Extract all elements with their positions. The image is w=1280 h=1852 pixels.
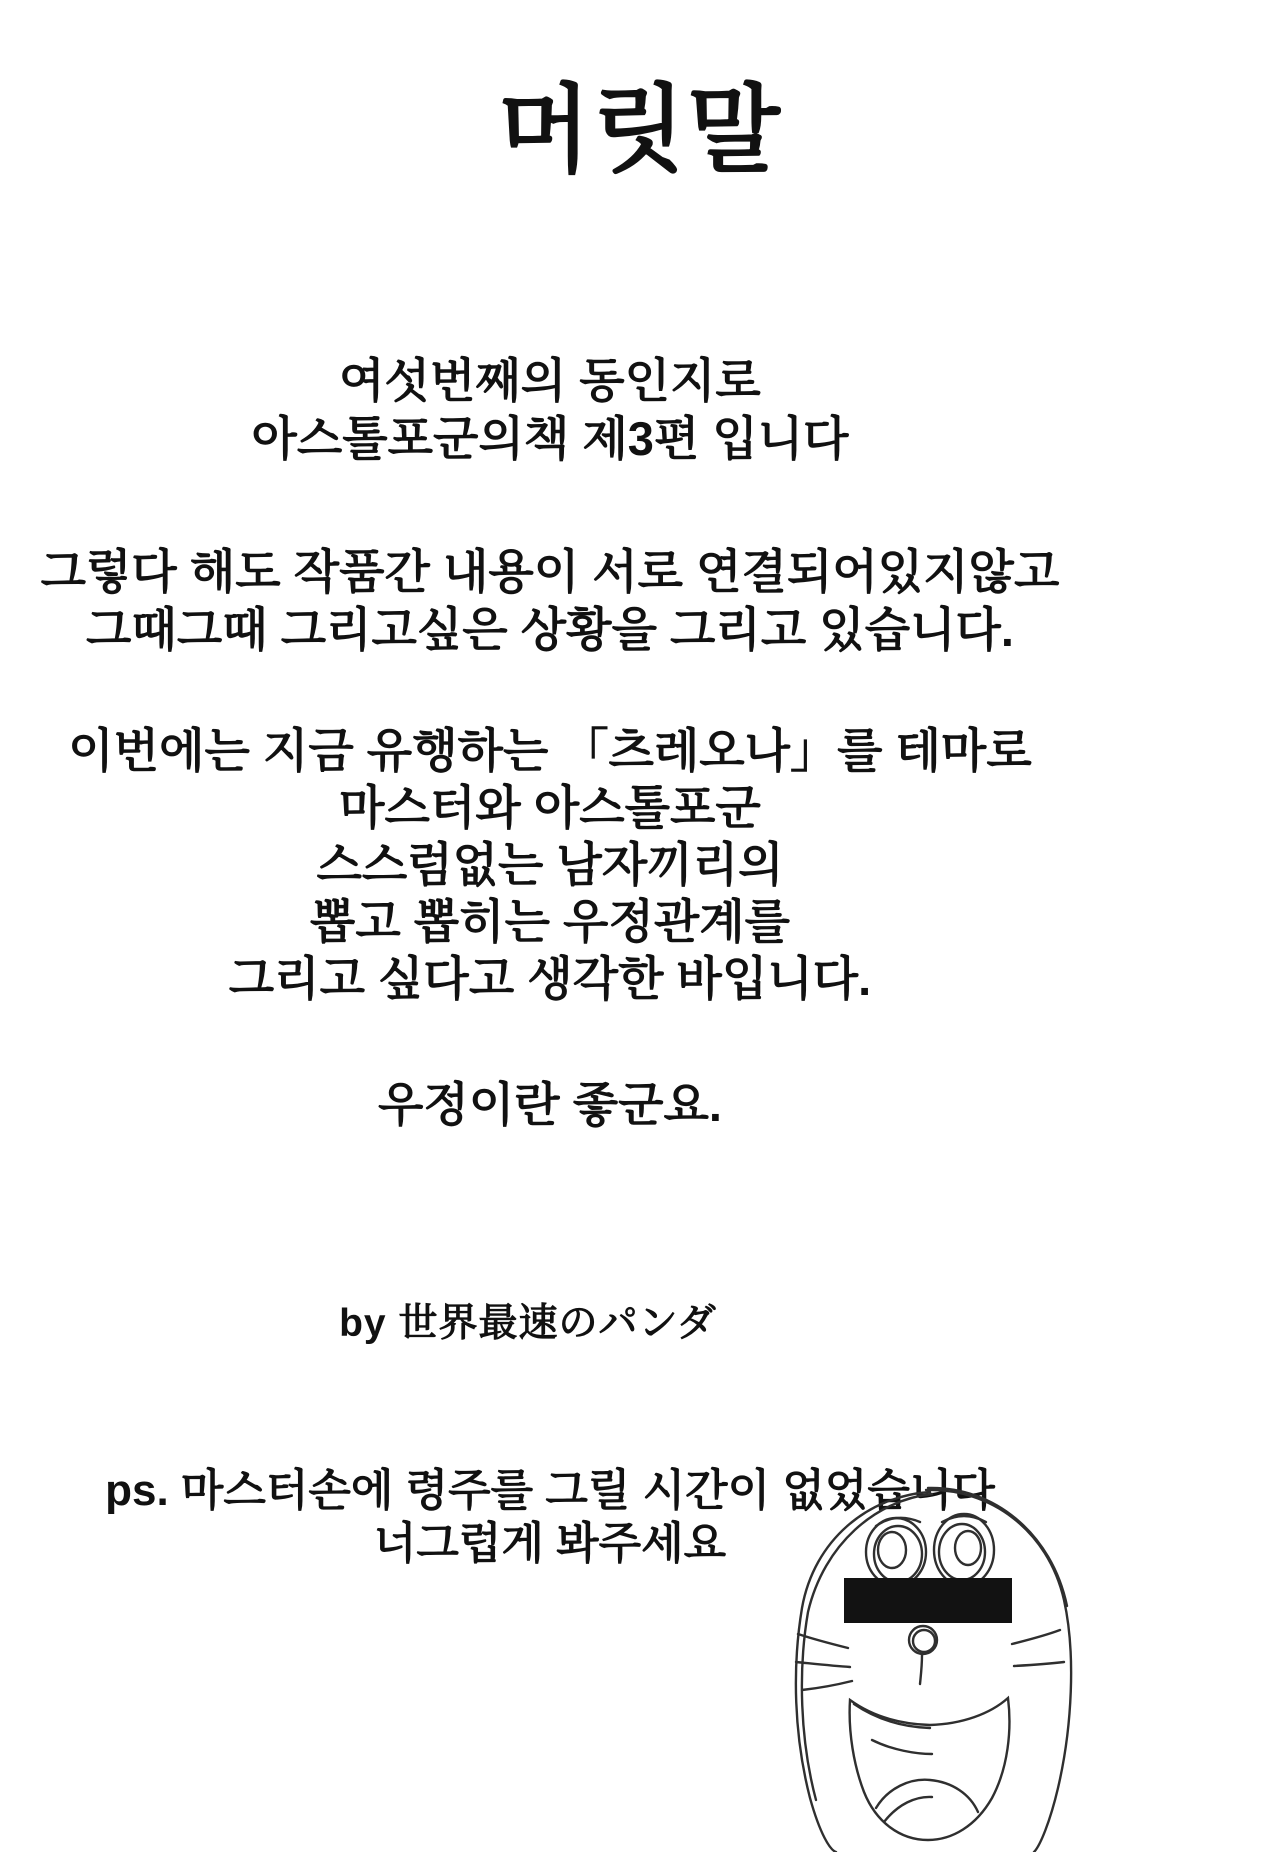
text-line: 우정이란 좋군요. [378,1078,722,1131]
text-line: 아스톨포군의책 제3편 입니다 [251,412,849,465]
page-title: 머릿말 [497,77,783,184]
paragraph-friendship [0,1076,1100,1134]
text-line: 그리고 싶다고 생각한 바입니다. [228,952,872,1005]
open-mouth-icon [850,1698,1010,1840]
sketch-strokes [796,1488,1071,1852]
paragraph-about-works [0,543,1100,659]
censor-bar [844,1578,1012,1623]
author-byline: by 世界最速のパンダ [339,1302,717,1345]
text-line: 그렇다 해도 작품간 내용이 서로 연결되어있지않고 [40,545,1060,598]
nose-scribble-icon [909,1626,937,1684]
text-line: 뽑고 뽑히는 우정관계를 [309,895,791,948]
text-line: 너그럽게 봐주세요 [373,1519,727,1568]
text-line: 이번에는 지금 유행하는 「츠레오나」를 테마로 [68,724,1032,777]
paragraph-intro [0,352,1100,468]
text-line: 여섯번째의 동인지로 [339,354,761,407]
doraemon-face-sketch [780,1478,1080,1852]
text-line: ps. 마스터손에 령주를 그릴 시간이 없었습니다 [105,1466,995,1515]
text-line: 마스터와 아스톨포군 [339,781,761,834]
text-line: 스스럼없는 남자끼리의 [316,838,784,891]
paragraph-theme [0,722,1100,1007]
whisker-lines-icon [796,1630,1064,1690]
eye-scribbles-icon [866,1514,994,1586]
text-line: 그때그때 그리고싶은 상황을 그리고 있습니다. [86,603,1014,656]
